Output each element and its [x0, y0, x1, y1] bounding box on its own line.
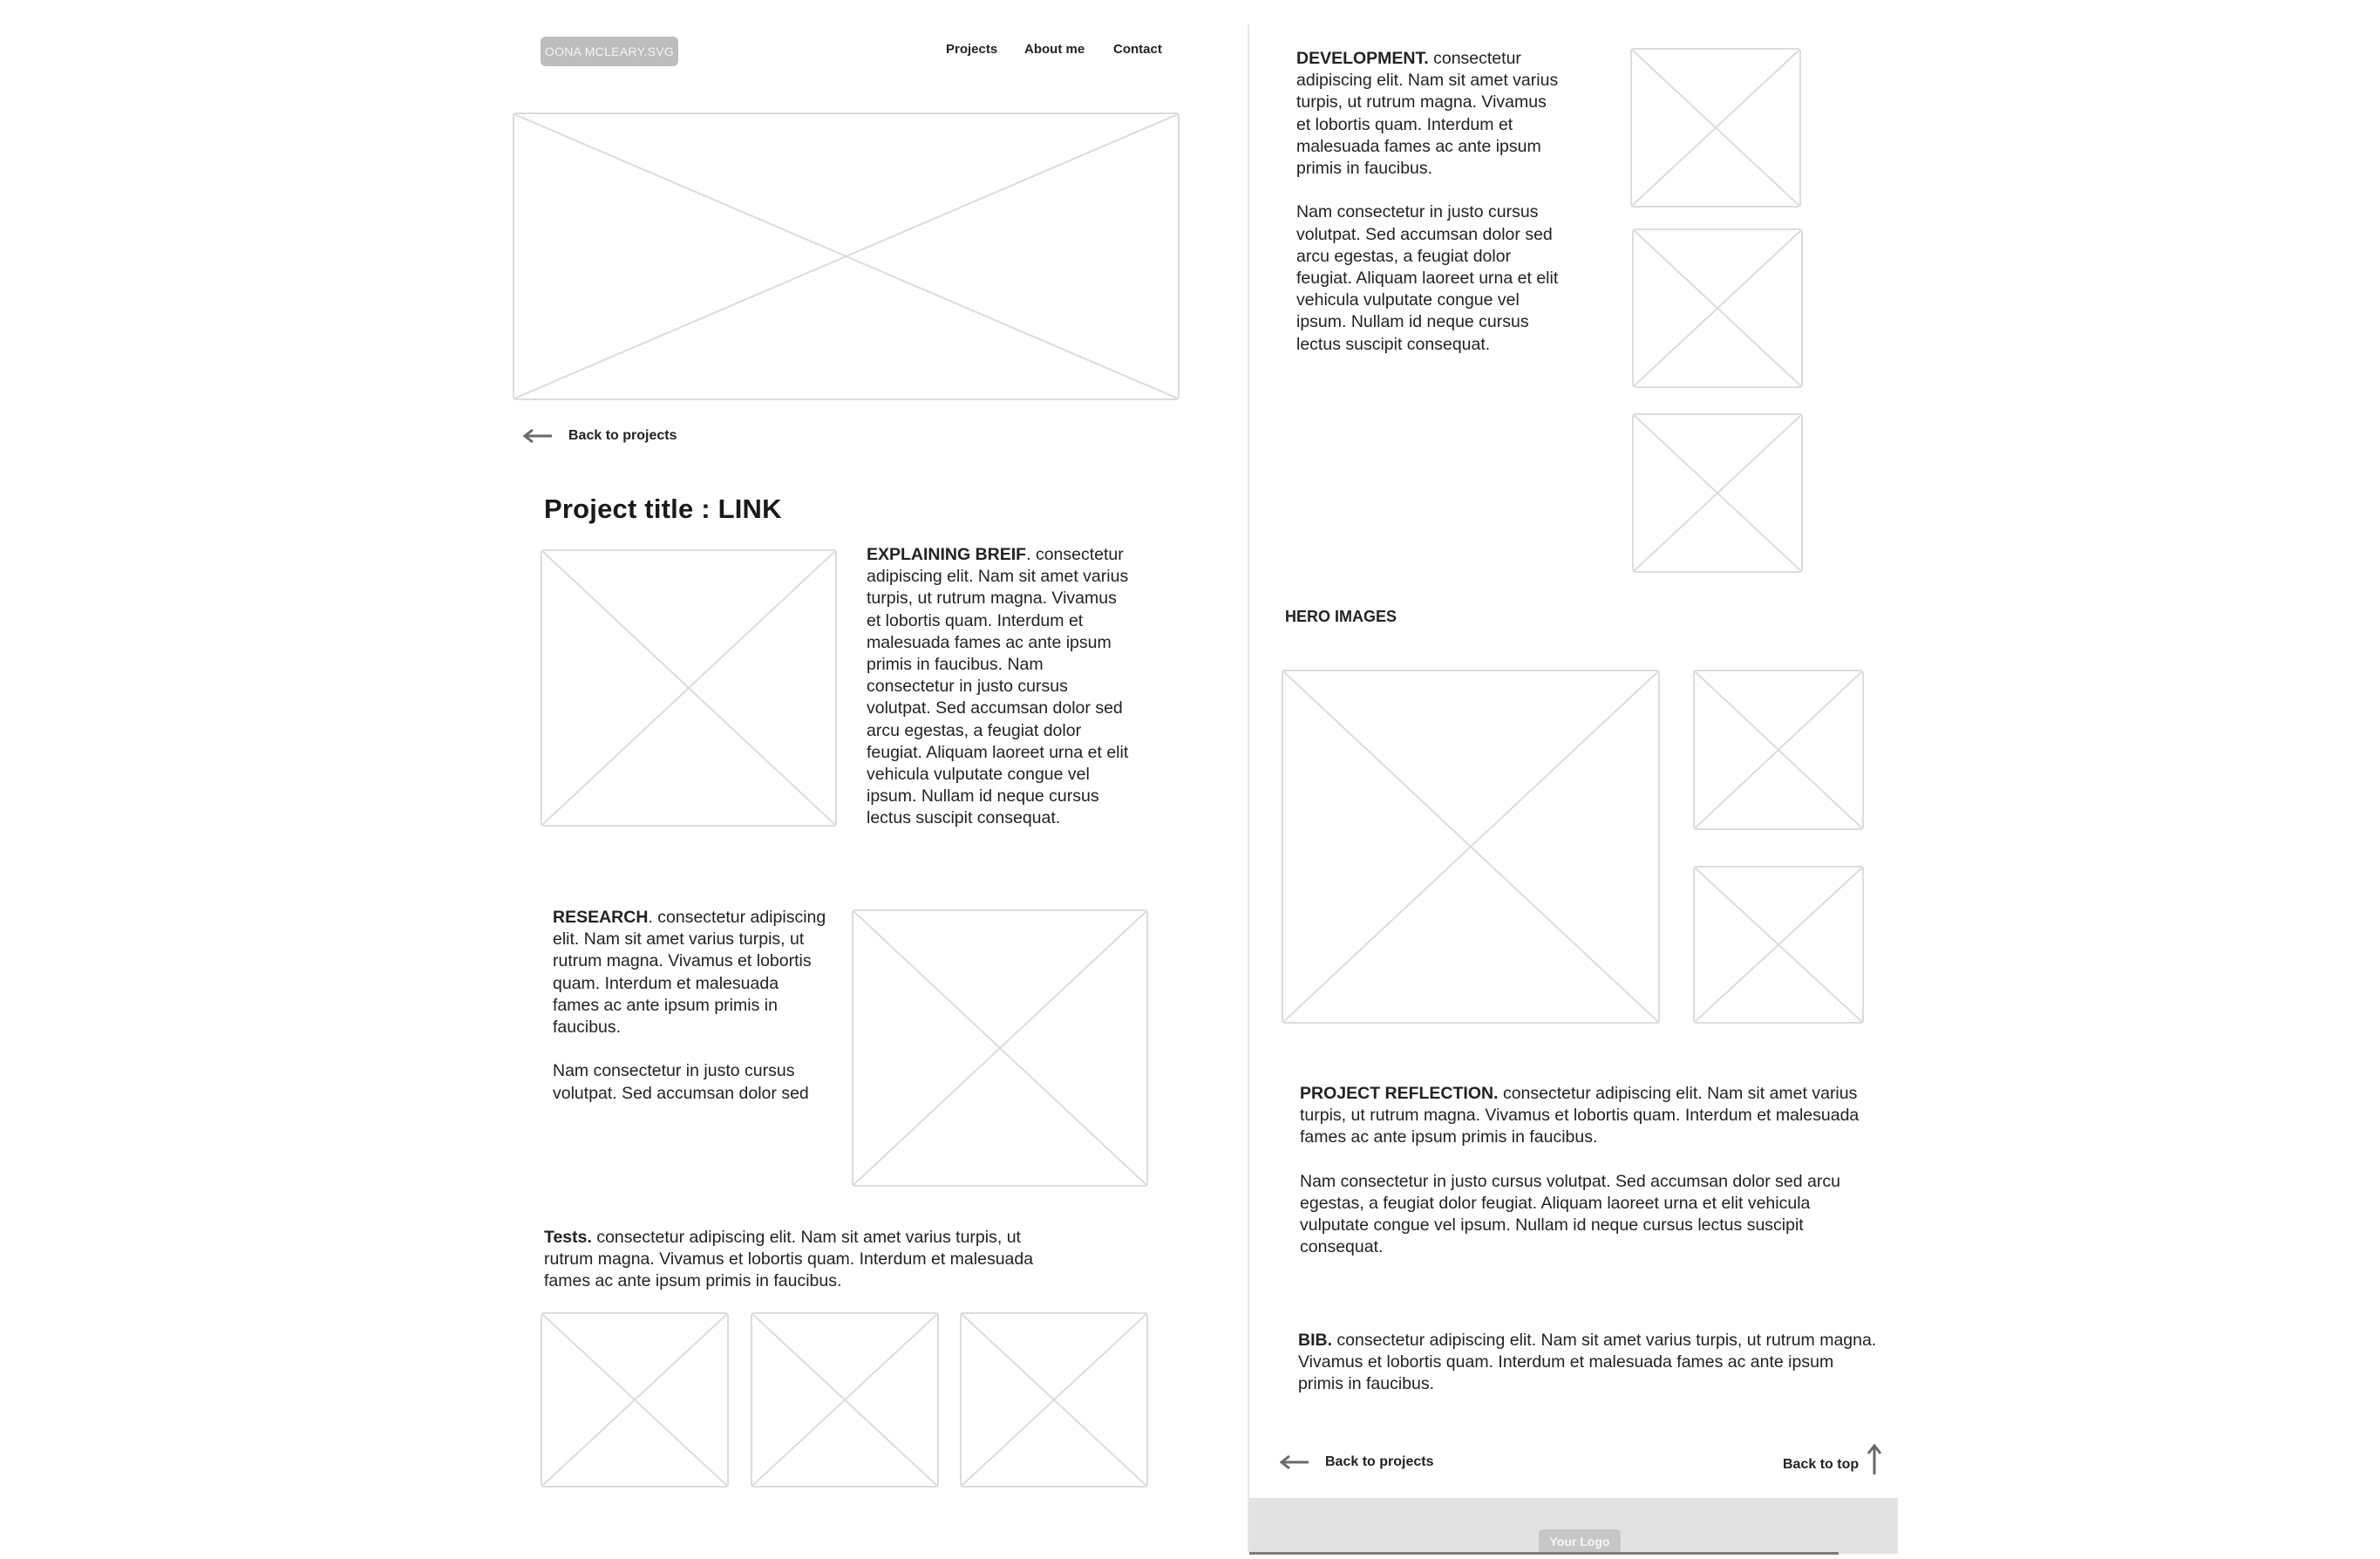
development-heading: DEVELOPMENT. — [1296, 49, 1429, 68]
development-image-placeholder-3 — [1632, 413, 1803, 573]
development-image-placeholder-2 — [1632, 228, 1803, 388]
reflection-text — [1300, 1083, 1875, 1259]
brief-image-placeholder — [541, 549, 837, 827]
bib-body: consectetur adipiscing elit. Nam sit amet varius turpis, ut rutrum magna. Vivamus et lobortis quam. Interdum et malesuada fames ac ante ipsum primis in faucibus. — [1298, 1331, 1877, 1394]
back-to-projects-label: Back to projects — [568, 428, 677, 443]
nav-contact[interactable]: Contact — [1113, 42, 1162, 57]
back-to-top-link[interactable] — [1783, 1444, 1881, 1475]
arrow-left-icon — [1280, 1455, 1309, 1469]
hero-image-placeholder-small-2 — [1693, 866, 1864, 1024]
tests-image-placeholder-3 — [960, 1312, 1148, 1488]
nav-about-me[interactable]: About me — [1024, 42, 1085, 57]
development-image-placeholder-1 — [1630, 48, 1801, 208]
site-logo[interactable]: OONA MCLEARY.SVG — [541, 37, 678, 66]
back-to-projects-label: Back to projects — [1325, 1454, 1434, 1469]
hero-image-placeholder-small-1 — [1693, 670, 1864, 830]
brief-text — [867, 544, 1163, 830]
tests-heading: Tests. — [544, 1228, 592, 1247]
hero-image-placeholder-large — [1282, 670, 1660, 1024]
tests-image-placeholder-1 — [541, 1312, 729, 1488]
hero-images-heading: HERO IMAGES — [1285, 608, 1397, 625]
bib-text — [1298, 1330, 1891, 1396]
bib-heading: BIB. — [1298, 1331, 1332, 1350]
back-to-projects-link-bottom[interactable] — [1280, 1454, 1433, 1470]
development-body: consectetur adipiscing elit. Nam sit amet varius turpis, ut rutrum magna. Vivamus et lobortis quam. Interdum et malesuada fames ac ante ipsum primis in faucibus. Nam consectetur in justo cursus volutpat. Sed accumsan dolor sed arcu egestas, a feugiat dolor feugiat. Aliquam laoreet urna et elit vehicula vulputate congue vel ipsum. Nullam id neque cursus lectus suscipit consequat. — [1296, 49, 1559, 354]
arrow-up-icon — [1867, 1444, 1881, 1475]
banner-image-placeholder — [513, 112, 1180, 400]
page-title: Project title : LINK — [544, 494, 782, 524]
arrow-left-icon — [523, 429, 553, 443]
research-image-placeholder — [852, 909, 1148, 1187]
development-text — [1296, 48, 1575, 356]
brief-heading: EXPLAINING BREIF — [867, 545, 1027, 564]
page-divider — [1248, 24, 1249, 1552]
reflection-body: consectetur adipiscing elit. Nam sit amet varius turpis, ut rutrum magna. Vivamus et lobortis quam. Interdum et malesuada fames ac ante ipsum primis in faucibus. Nam consectetur in justo cursus volutpat. Sed accumsan dolor sed arcu egestas, a feugiat dolor feugiat. Aliquam laoreet urna et elit vehicula vulputate congue vel ipsum. Nullam id neque cursus lectus suscipit consequat. — [1300, 1084, 1860, 1257]
research-body: . consectetur adipiscing elit. Nam sit amet varius turpis, ut rutrum magna. Vivamus et lobortis quam. Interdum et malesuada fames ac ante ipsum primis in faucibus. Nam consectetur in justo cursus volutpat. Sed accumsan dolor sed — [553, 908, 826, 1103]
back-to-top-label: Back to top — [1783, 1457, 1860, 1472]
research-heading: RESEARCH — [553, 908, 649, 927]
back-to-projects-link-top[interactable] — [523, 428, 677, 444]
research-text — [553, 907, 832, 1105]
nav-projects[interactable]: Projects — [946, 42, 998, 57]
footer-divider-line — [1249, 1552, 1839, 1555]
tests-text — [544, 1227, 1172, 1293]
tests-body: consectetur adipiscing elit. Nam sit amet varius turpis, ut rutrum magna. Vivamus et lobortis quam. Interdum et malesuada fames ac ante ipsum primis in faucibus. — [544, 1228, 1034, 1291]
tests-image-placeholder-2 — [751, 1312, 939, 1488]
brief-body: . consectetur adipiscing elit. Nam sit amet varius turpis, ut rutrum magna. Vivamus et lobortis quam. Interdum et malesuada fames ac ante ipsum primis in faucibus. Nam consectetur in justo cursus volutpat. Sed accumsan dolor sed arcu egestas, a feugiat dolor feugiat. Aliquam laoreet urna et elit vehicula vulputate congue vel ipsum. Nullam id neque cursus lectus suscipit consequat. — [867, 545, 1129, 828]
reflection-heading: PROJECT REFLECTION. — [1300, 1084, 1499, 1103]
footer-logo[interactable]: Your Logo — [1539, 1529, 1621, 1554]
